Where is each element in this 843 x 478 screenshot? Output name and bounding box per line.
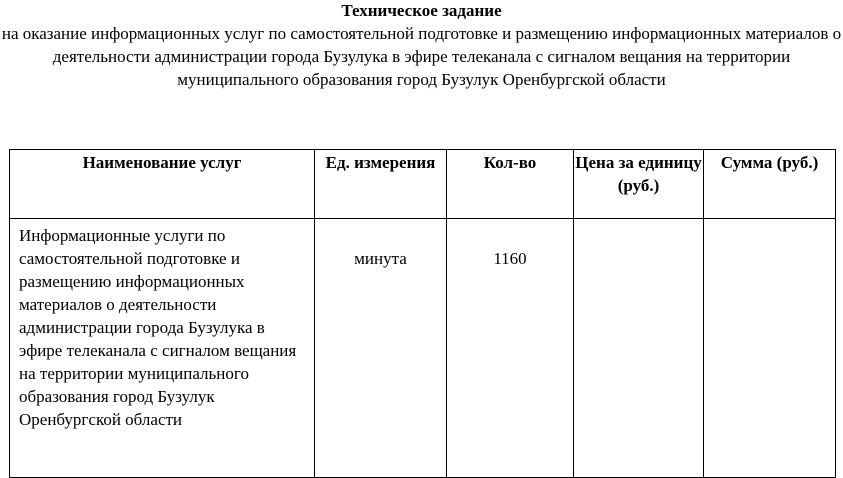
table-body [10,219,836,478]
header-unit-price: Цена за единицу (руб.) [574,150,704,219]
cell-unit-price [574,219,704,478]
table-header-row [10,150,836,219]
header-unit: Ед. измерения [315,150,447,219]
cell-service-name: Информационные услуги по самостоятельной подготовке и размещению информационных материалов о деятельности администрации города Бузулука в эфире телеканала с сигналом вещания на территории муниципального образования город Бузулук Оренбургской области [10,219,315,478]
document-title: Техническое задание [341,1,502,20]
header-sum: Сумма (руб.) [704,150,836,219]
services-table [9,149,836,478]
table-row [10,219,836,478]
table-header [10,150,836,219]
cell-quantity: 1160 [447,219,574,478]
header-quantity: Кол-во [447,150,574,219]
cell-sum [704,219,836,478]
cell-unit: минута [315,219,447,478]
header-service-name: Наименование услуг [10,150,315,219]
document-subtitle: на оказание информационных услуг по самостоятельной подготовке и размещению информационных материалов о деятельности администрации города Бузулука в эфире телеканала с сигналом вещания на территории муниципального образования город Бузулук Оренбургской области [1,24,842,89]
